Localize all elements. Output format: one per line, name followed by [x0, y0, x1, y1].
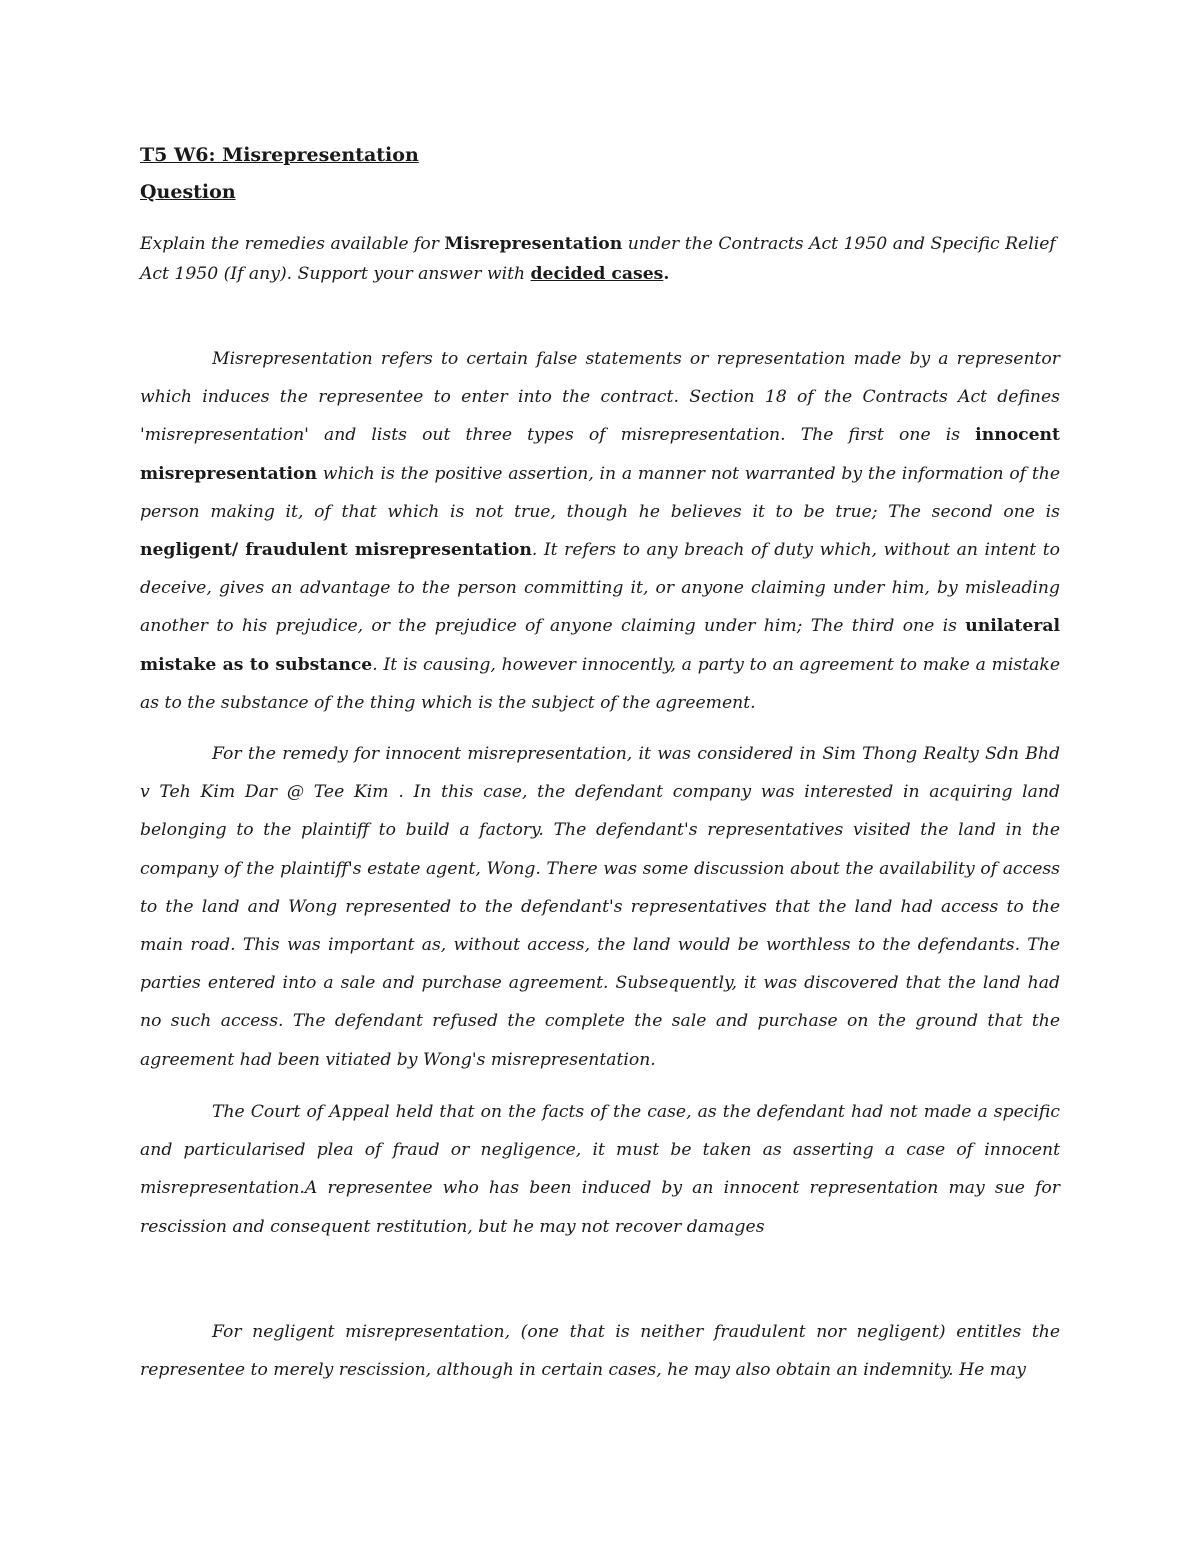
question-text	[140, 229, 1060, 289]
paragraph-negligent: For negligent misrepresentation, (one that is neither fraudulent nor negligent) entitles the representee to merely rescission, although in certain cases, he may also obtain an indemnity. He may	[140, 1322, 1060, 1381]
question-part3: .	[663, 264, 670, 284]
paragraph1-term-innocent: innocent misrepresentation	[140, 425, 1060, 484]
paragraph-case-facts: For the remedy for innocent misrepresentation, it was considered in Sim Thong Realty Sdn Bhd v Teh Kim Dar @ Tee Kim . In this case, the defendant company was interested in acquiring land belonging to the plaintiff to build a factory. The defendant's representatives visited the land in the company of the plaintiff's estate agent, Wong. There was some discussion about the availability of access to the land and Wong represented to the defendant's representatives that the land had access to the main road. This was important as, without access, the land would be worthless to the defendants. The parties entered into a sale and purchase agreement. Subsequently, it was discovered that the land had no such access. The defendant refused the complete the sale and purchase on the ground that the agreement had been vitiated by Wong's misrepresentation.	[140, 744, 1060, 1070]
question-decided-cases: decided cases	[530, 264, 664, 284]
paragraph-definition	[140, 340, 1060, 722]
question-label: Question	[140, 181, 236, 203]
paragraph1-text1: Misrepresentation refers to certain false statements or representation made by a representor which induces the representee to enter into the contract. Section 18 of the Contracts Act defines 'misrepresentation' and lists out three types of misrepresentation. The first one is	[140, 349, 1060, 446]
paragraph1-text4: . It is causing, however innocently, a party to an agreement to make a mistake as to the substance of the thing which is the subject of the agreement.	[140, 654, 1060, 713]
paragraph1-text3: . It refers to any breach of duty which, without an intent to deceive, gives an advantage to the person committing it, or anyone claiming under him, by misleading another to his prejudice, or the prejudice of anyone claiming under him; The third one is	[140, 540, 1060, 637]
paragraph1-text2: which is the positive assertion, in a manner not warranted by the information of the person making it, of that which is not true, though he believes it to be true; The second one is	[140, 463, 1060, 522]
question-part1: Explain the remedies available for	[140, 234, 445, 254]
paragraph1-term-negligent: negligent/ fraudulent misrepresentation	[140, 540, 532, 561]
paragraph1-term-mistake: unilateral mistake as to substance	[140, 616, 1060, 675]
question-part2: under the Contracts Act 1950 and Specific Relief Act 1950 (If any). Support your answer with	[140, 234, 1056, 284]
paragraph-court-holding: The Court of Appeal held that on the facts of the case, as the defendant had not made a specific and particularised plea of fraud or negligence, it must be taken as asserting a case of innocent misrepresentation.A representee who has been induced by an innocent representation may sue for rescission and consequent restitution, but he may not recover damages	[140, 1102, 1060, 1237]
question-keyword: Misrepresentation	[444, 234, 623, 254]
document-title: T5 W6: Misrepresentation	[140, 144, 419, 166]
